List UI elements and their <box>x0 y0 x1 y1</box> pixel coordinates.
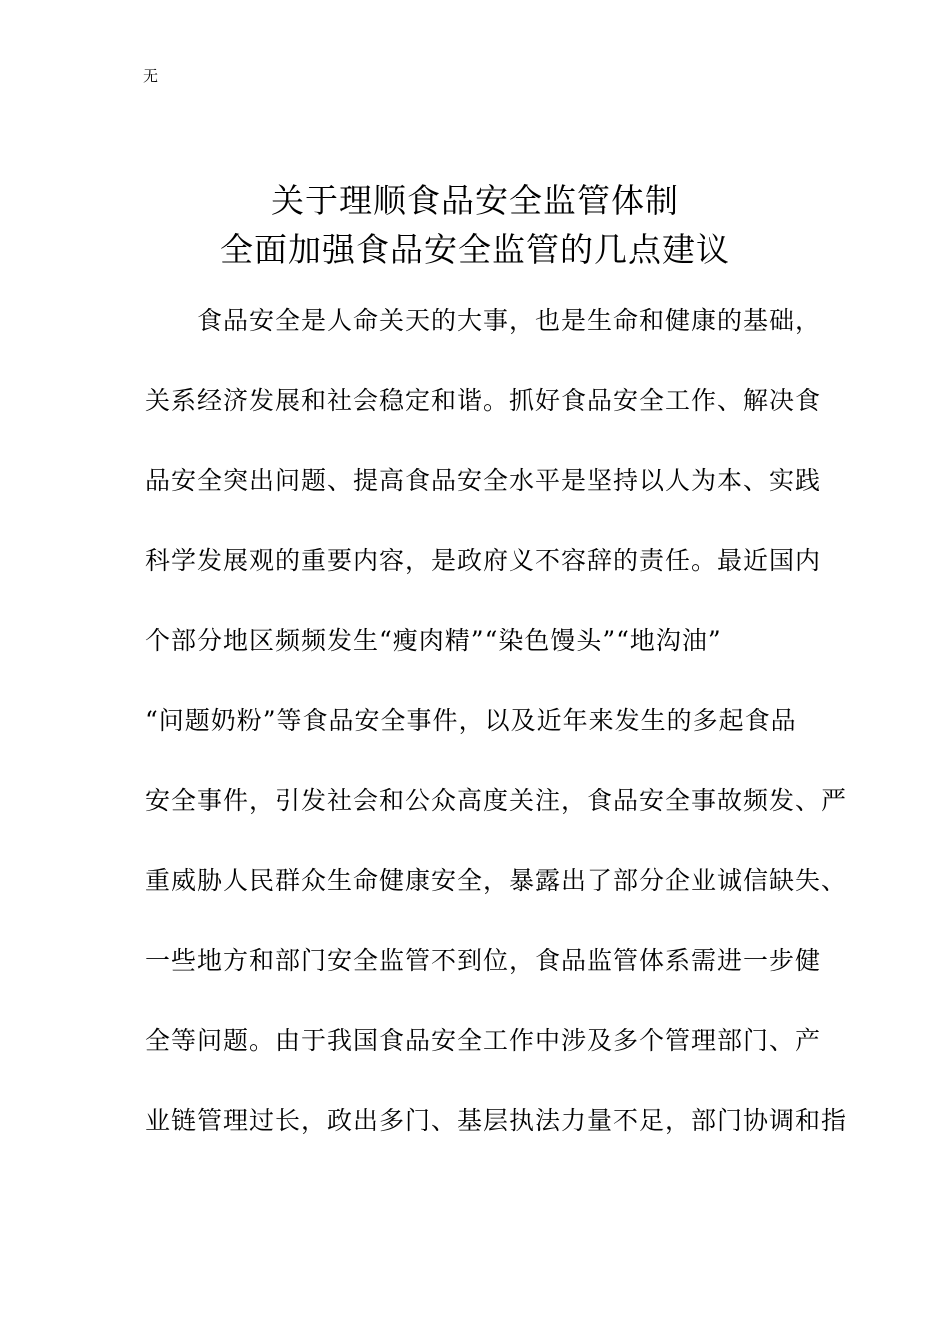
body-text-line: 业链管理过长，政出多门、基层执法力量不足，部门协调和指 <box>145 1106 848 1135</box>
body-text-line: 全等问题。由于我国食品安全工作中涉及多个管理部门、产 <box>145 1026 822 1055</box>
body-text-line: 安全事件，引发社会和公众高度关注，食品安全事故频发、严 <box>145 786 848 815</box>
header-mark: 无 <box>143 67 159 85</box>
document-title-line-2: 全面加强食品安全监管的几点建议 <box>220 230 730 269</box>
body-text-line: 一些地方和部门安全监管不到位，食品监管体系需进一步健 <box>145 946 822 975</box>
body-text-line: 食品安全是人命关天的大事，也是生命和健康的基础， <box>145 306 822 335</box>
body-text-line: 科学发展观的重要内容，是政府义不容辞的责任。最近国内 <box>145 546 822 575</box>
body-text-line: 品安全突出问题、提高食品安全水平是坚持以人为本、实践 <box>145 466 822 495</box>
body-text-line: 重威胁人民群众生命健康安全，暴露出了部分企业诚信缺失、 <box>145 866 848 895</box>
body-text-line: 关系经济发展和社会稳定和谐。抓好食品安全工作、解决食 <box>145 386 822 415</box>
document-title-line-1: 关于理顺食品安全监管体制 <box>271 181 679 220</box>
body-text-line: 个部分地区频频发生“瘦肉精”“染色馒头”“地沟油” <box>145 626 722 655</box>
body-text-line: “问题奶粉”等食品安全事件，以及近年来发生的多起食品 <box>145 706 797 735</box>
